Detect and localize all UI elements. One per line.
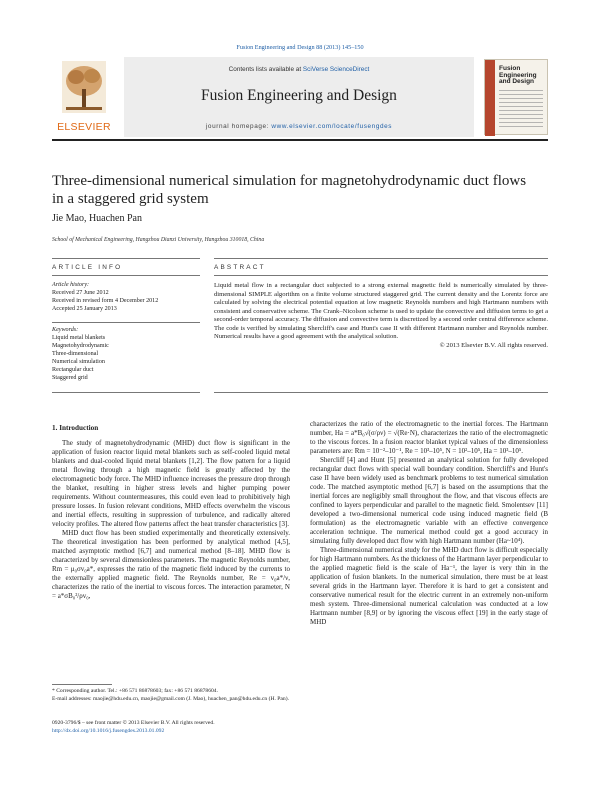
homepage-link[interactable]: www.elsevier.com/locate/fusengdes bbox=[271, 123, 393, 130]
history-heading: Article history: bbox=[52, 282, 90, 288]
info-rule-mid bbox=[52, 275, 200, 276]
copyright: © 2013 Elsevier B.V. All rights reserved. bbox=[439, 341, 548, 349]
keyword-item: Staggered grid bbox=[52, 375, 88, 381]
doi-link[interactable]: http://dx.doi.org/10.1016/j.fusengdes.2013.01.092 bbox=[52, 728, 165, 734]
abstract-text bbox=[214, 282, 548, 350]
keyword-item: Liquid metal blankets bbox=[52, 335, 106, 341]
keyword-item: Numerical simulation bbox=[52, 359, 105, 365]
journal-title: Fusion Engineering and Design bbox=[201, 87, 397, 104]
history-item: Received 27 June 2012 bbox=[52, 290, 109, 296]
section-heading: 1. Introduction bbox=[52, 424, 99, 432]
homepage-line bbox=[124, 123, 474, 130]
keyword-item: Magnetohydrodynamic bbox=[52, 343, 109, 349]
article-title: Three-dimensional numerical simulation for magnetohydrodynamic duct flows in a staggered grid system bbox=[52, 173, 527, 207]
body-paragraph: MHD duct flow has been studied experimentally and theoretically extensively. The theoretical investigation has been performed by analytical method [4,5], matched asymptotic method [6,7] and numerical method [8–18]. MHD flow is characterized by several dimensionless parameters. The magnetic Reynolds number, Rm = μ₀σv₀a*, expresses the ratio of the magnetic field induced by the currents to the externally applied magnetic field. The Reynolds number, Re = v₀a*/ν, characterizes the ratio of the inertial to viscous forces. The interaction parameter, N = a*σB₀²/ρv₀, bbox=[52, 529, 290, 600]
abstract-label: ABSTRACT bbox=[214, 264, 266, 271]
abstract-body: Liquid metal flow in a rectangular duct subjected to a strong external magnetic field is numerically simulated by three-dimensional SIMPLE algorithm on a finite volume structured staggered grid. The current density and the Lorentz force are calculated by solving the electrical potential equation at low magnetic Reynolds numbers and high Hartmann numbers with consistent and conservative scheme. The Crank–Nicolson scheme is used to update the convective and diffusion terms to get a second-order temporal accuracy. The diffusion and convective term is discretized by a second order central difference scheme. The code is verified by simulating Shercliff's case and Hunt's case II with different Hartmann number and Reynolds number. Numerical results have a good agreement with the analytical solution. bbox=[214, 282, 548, 340]
authors: Jie Mao, Huachen Pan bbox=[52, 213, 142, 224]
keywords bbox=[52, 326, 200, 382]
journal-cover-thumbnail bbox=[484, 59, 548, 135]
cover-text-lines bbox=[499, 90, 543, 130]
publisher-wordmark: ELSEVIER bbox=[57, 121, 111, 133]
citation-line[interactable]: Fusion Engineering and Design 88 (2013) 145–150 bbox=[236, 44, 364, 51]
footnote-corresponding: * Corresponding author. Tel.: +86 571 86878603; fax: +86 571 86878604. bbox=[52, 688, 219, 694]
elsevier-logo bbox=[52, 61, 116, 135]
contents-line bbox=[124, 66, 474, 73]
body-right-column bbox=[310, 420, 548, 627]
info-rule-top bbox=[52, 258, 200, 259]
body-paragraph: characterizes the ratio of the electromagnetic to the inertial forces. The Hartmann number, Ha = a*B₀√(σ/ρν) = √(Re·N), characterizes the ratio of the electromagnetic to the viscous forces. In a fusion reactor blanket typical values of the dimensionless parameters are: Rm = 10⁻²–10⁻¹, Re = 10³–10⁵, N = 10²–10⁵, Ha = 10³–10⁵. bbox=[310, 420, 548, 455]
contents-prefix: Contents lists available at bbox=[228, 66, 303, 73]
footnote-email[interactable]: E-mail addresses: maojie@hdu.edu.cn, maojie@gmail.com (J. Mao), huachen_pan@hdu.edu.cn (H. Pan). bbox=[52, 696, 289, 702]
journal-header bbox=[52, 57, 548, 137]
cover-title: Fusion Engineering and Design bbox=[499, 65, 537, 85]
keyword-item: Rectangular duct bbox=[52, 367, 94, 373]
history-item: Received in revised form 4 December 2012 bbox=[52, 298, 159, 304]
elsevier-tree-icon bbox=[62, 61, 106, 113]
keyword-item: Three-dimensional bbox=[52, 351, 99, 357]
info-rule-bottom bbox=[52, 392, 200, 393]
body-paragraph: Three-dimensional numerical study for the MHD duct flow is difficult especially for high Hartmann numbers. As the thickness of the Hartmann layer perpendicular to the applied magnetic field is the scale of Ha⁻¹, the layer is very thin in the application of fusion blankets. In the numerical simulation, there must be at least several grids in the Hartmann layer. Therefore it is hard to get a consistent and conservative numerical result for the electric current in an extremely non-uniform mesh system. Three-dimensional numerical calculation was conducted at a low Hartmann number [8,9] or by ignoring the viscous effect [19] in the early stage of MHD bbox=[310, 546, 548, 626]
footnote-rule bbox=[52, 684, 112, 685]
homepage-prefix: journal homepage: bbox=[205, 123, 272, 130]
header-center bbox=[124, 57, 474, 137]
article-info-label: ARTICLE INFO bbox=[52, 264, 123, 271]
history-item: Accepted 25 January 2013 bbox=[52, 306, 117, 312]
info-rule-keywords bbox=[52, 322, 200, 323]
affiliation: School of Mechanical Engineering, Hangzhou Dianzi University, Hangzhou 310018, China bbox=[52, 237, 265, 243]
abstract-rule-top bbox=[214, 258, 548, 259]
body-paragraph: The study of magnetohydrodynamic (MHD) duct flow is significant in the application of fusion reactor liquid metal blankets such as self-cooled liquid metal blankets and dual-cooled liquid metal blankets [1,2]. The flow pattern for a liquid metal flowing through a high magnetic field is greatly affected by the electromagnetic body force. The MHD influence increases the pressure drop through the blanket, resulting in higher stress levels and higher pumping power requirements. Without countermeasures, this could even lead to prohibitively high pressure losses. In fusion relevant conditions, MHD effects overwhelm the viscous and inertial effects, resulting in suppression of turbulence, and radically altered velocity profiles. The altered flow patterns affect the heat transfer characteristics [3]. bbox=[52, 439, 290, 528]
sciencedirect-link[interactable]: SciVerse ScienceDirect bbox=[302, 66, 370, 73]
body-left-column bbox=[52, 424, 290, 601]
footnote-issn: 0920-3796/$ – see front matter © 2013 Elsevier B.V. All rights reserved. bbox=[52, 720, 215, 726]
article-history bbox=[52, 281, 200, 313]
body-paragraph: Shercliff [4] and Hunt [5] presented an analytical solution for fully developed rectangular duct flows with special wall boundary condition. Shercliff's and Hunt's case II have been widely used as benchmark problems to test numerical simulation code. The matched asymptotic method [6,7] is based on the assumptions that the inertial forces are negligibly small throughout the flow, and that viscous effects are confined to layers perpendicular and parallel to the magnetic field. Smolentsev [11] developed a two-dimensional numerical code using induced magnetic field (B formulation) as the electromagnetic variable with an effective convergence acceleration technique. The numerical method could get a good accuracy in simulating fully developed duct flow with high Hartmann number (Ha~10⁴). bbox=[310, 456, 548, 545]
cover-spine bbox=[485, 60, 495, 136]
keywords-heading: Keywords: bbox=[52, 327, 79, 333]
header-rule bbox=[52, 139, 548, 141]
abstract-rule-mid bbox=[214, 275, 548, 276]
abstract-rule-bottom bbox=[214, 392, 548, 393]
